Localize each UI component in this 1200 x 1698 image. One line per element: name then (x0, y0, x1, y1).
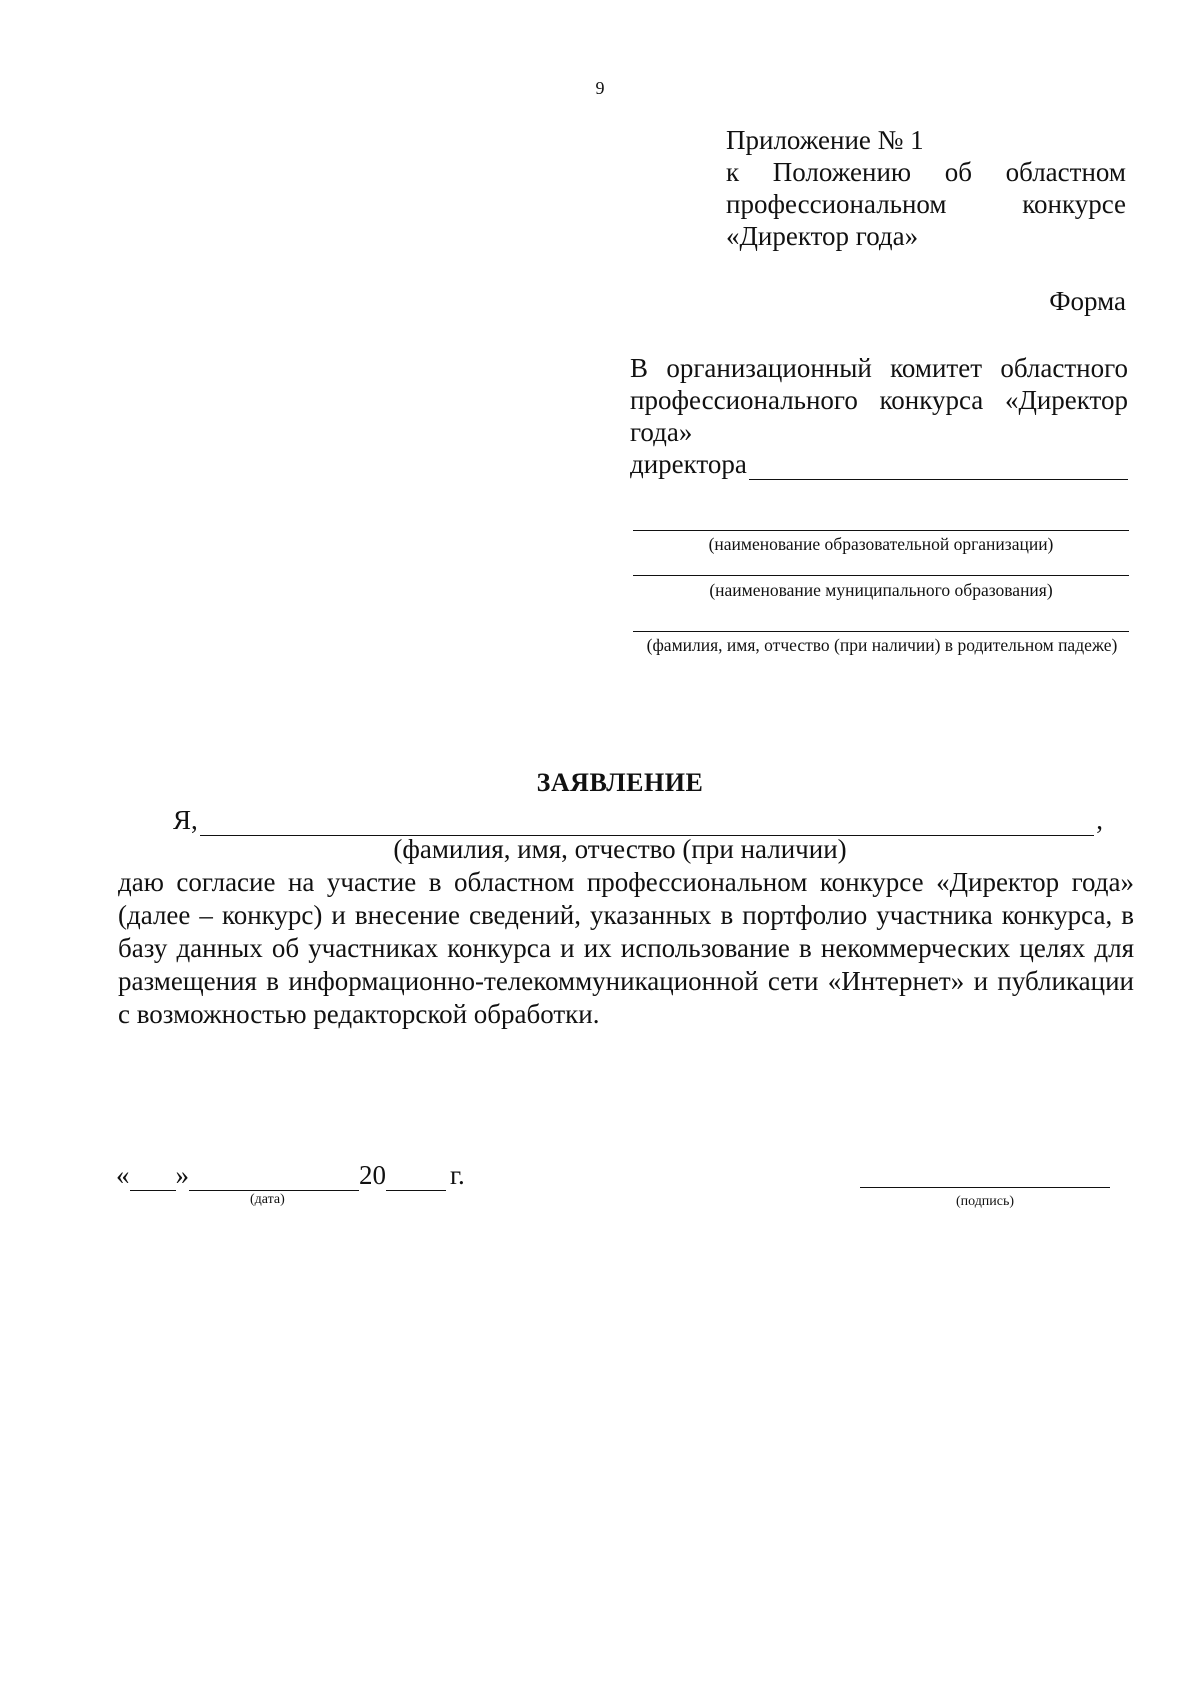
addressee-word: В (630, 353, 649, 383)
document-title: ЗАЯВЛЕНИЕ (536, 768, 704, 797)
form-label: Форма (1049, 286, 1126, 316)
page-number: 9 (595, 78, 605, 98)
municipality-blank[interactable] (633, 575, 1129, 576)
director-label: директора (630, 449, 747, 479)
appendix-line-2 (726, 156, 1126, 188)
appendix-word: Положению (772, 157, 912, 187)
org-name-blank[interactable] (633, 530, 1129, 531)
signature-caption: (подпись) (955, 1194, 1015, 1209)
director-field[interactable] (630, 448, 1128, 480)
director-name-blank[interactable] (749, 453, 1128, 480)
quote-close: » (175, 1160, 189, 1190)
year-suffix: г. (450, 1160, 465, 1190)
appendix-line-3 (726, 188, 1126, 220)
year-prefix: 20 (359, 1160, 386, 1190)
appendix-line-4: «Директор года» (726, 221, 919, 251)
addressee-block (630, 352, 1128, 480)
ya-label: Я, (173, 805, 198, 835)
addressee-word: профессионального (630, 385, 858, 415)
addressee-word: областного (1000, 353, 1128, 383)
appendix-word: конкурсе (1022, 189, 1126, 219)
addressee-word: организационный (666, 353, 872, 383)
year-blank[interactable] (386, 1166, 446, 1191)
municipality-caption: (наименование муниципального образования) (709, 580, 1053, 600)
addressee-line-3: года» (630, 417, 693, 447)
fio-genitive-blank[interactable] (633, 631, 1129, 632)
addressee-word: комитет (890, 353, 982, 383)
appendix-line-1: Приложение № 1 (726, 125, 924, 155)
date-field[interactable] (116, 1160, 465, 1191)
addressee-word: конкурса (879, 385, 984, 415)
month-blank[interactable] (189, 1166, 359, 1191)
appendix-word: областном (1005, 157, 1126, 187)
addressee-line-1 (630, 352, 1128, 384)
appendix-header (726, 124, 1126, 252)
applicant-name-field[interactable] (173, 805, 1103, 836)
applicant-name-blank[interactable] (200, 809, 1094, 836)
date-caption: (дата) (250, 1192, 285, 1207)
appendix-word: к (726, 157, 740, 187)
consent-paragraph: даю согласие на участие в областном профессиональном конкурсе «Директор года» (далее – конкурс) и внесение сведений, указанных в портфолио участника конкурса, в базу данных об участниках конкурса и их использование в некоммерческих целях для размещения в информационно-телекоммуникационной сети «Интернет» и публикации с возможностью редакторской обработки. (118, 867, 1134, 1029)
quote-open: « (116, 1160, 130, 1190)
appendix-word: профессиональном (726, 189, 947, 219)
fio-genitive-caption: (фамилия, имя, отчество (при наличии) в родительном падеже) (646, 635, 1118, 655)
applicant-name-caption: (фамилия, имя, отчество (при наличии) (393, 834, 847, 864)
signature-blank[interactable] (860, 1187, 1110, 1188)
trailing-comma: , (1096, 805, 1103, 835)
addressee-line-2 (630, 384, 1128, 416)
appendix-word: об (944, 157, 972, 187)
day-blank[interactable] (130, 1166, 176, 1191)
addressee-word: «Директор (1004, 385, 1128, 415)
org-name-caption: (наименование образовательной организации) (708, 534, 1054, 554)
